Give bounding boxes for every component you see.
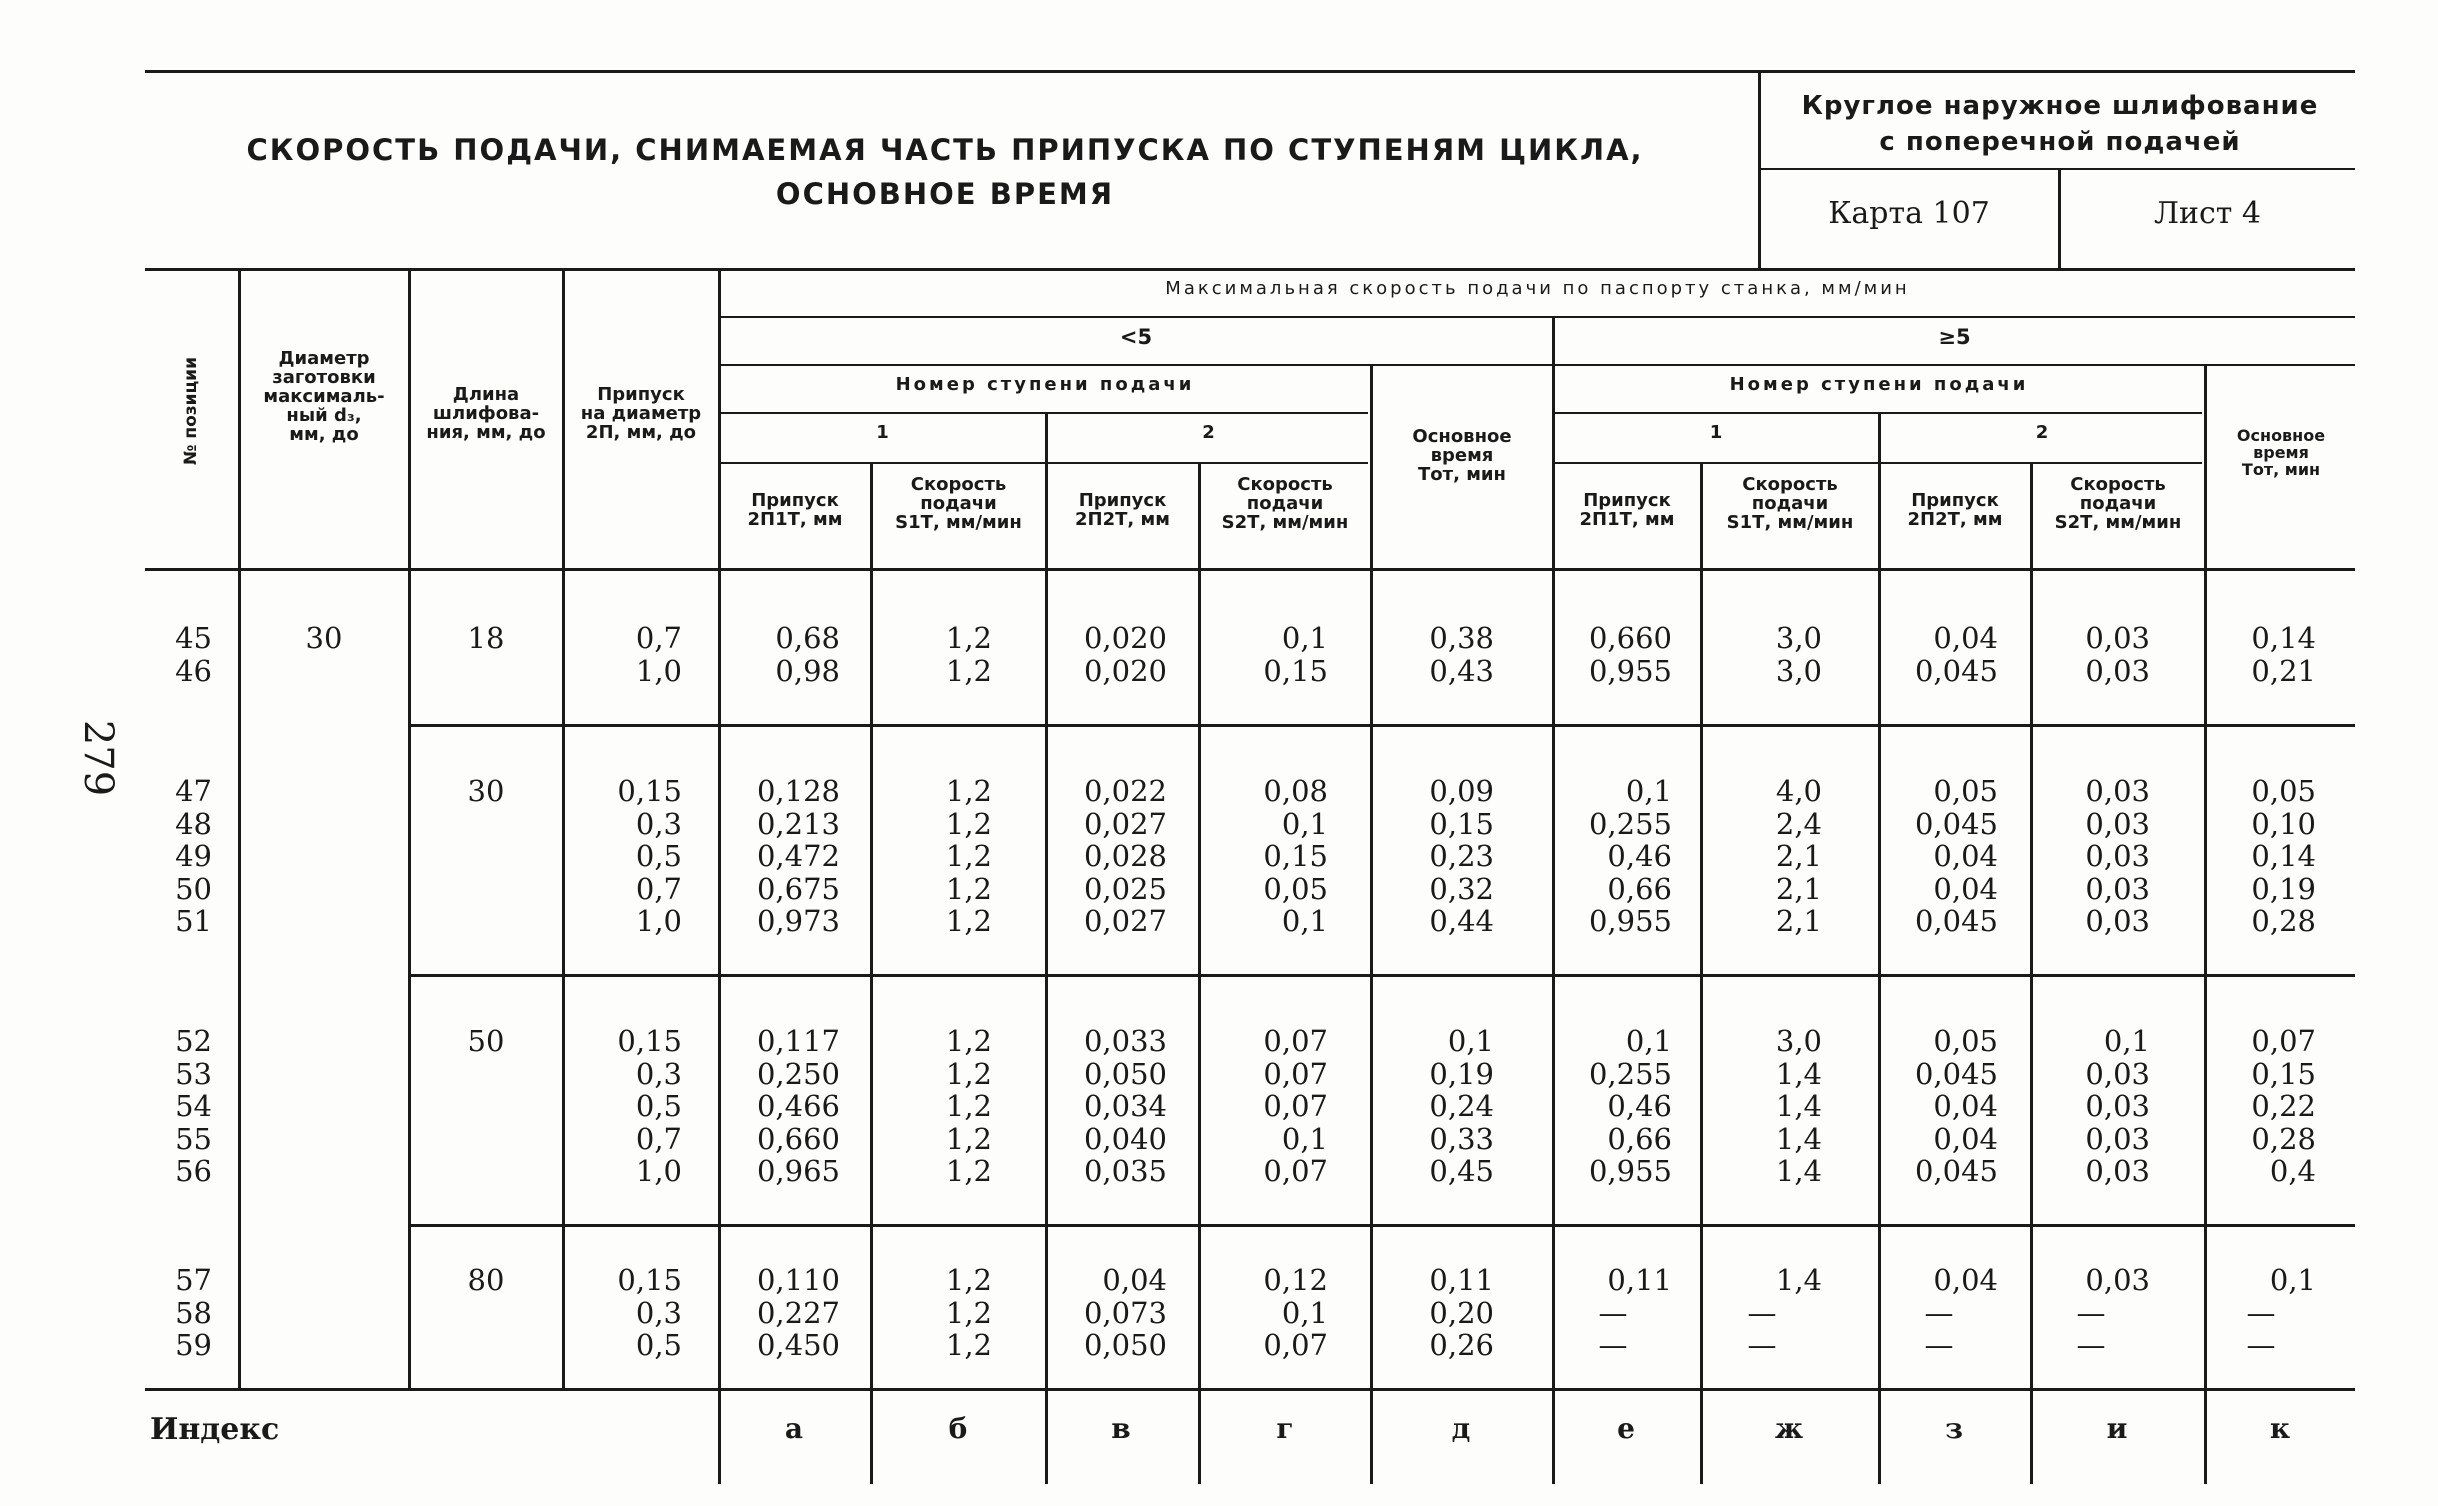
title-line-1: СКОРОСТЬ ПОДАЧИ, СНИМАЕМАЯ ЧАСТЬ ПРИПУСКА ПО СТУПЕНЯМ ЦИКЛА, [246,133,1644,167]
cell: — [2076,1328,2106,1362]
cell: 0,20 [1429,1295,1494,1330]
cell: 0,03 [2085,653,2150,688]
cell: 0,15 [1263,839,1328,873]
col-position-group-1 [150,622,212,687]
cell: 0,045 [1914,1056,1998,1091]
header-allow2-ge5: Припуск 2П2Т, мм [1907,490,2003,530]
col-d-group-1 [1372,622,1494,687]
index-letter: в [1111,1412,1131,1445]
col-i-group-1 [2032,622,2150,687]
cell: — [1598,1295,1628,1330]
header-allow2-lt5: Припуск 2П2Т, мм [1075,490,1170,530]
cell: 0,23 [1429,839,1494,873]
col-e-group-4 [1554,1264,1672,1362]
cell: 0,1 [2103,1024,2150,1058]
cell: 0,26 [1429,1328,1494,1362]
index-letter: а [784,1412,804,1445]
col-z-group-1 [1880,622,1998,687]
cell: 0,3 [635,806,682,841]
cell: 0,04 [1933,1263,1998,1297]
cell: 0,04 [1933,621,1998,655]
cell: 0,7 [635,621,682,655]
cell: 0,033 [1083,1024,1167,1058]
cell: 0,1 [1625,774,1672,808]
cell: 1,2 [945,1263,992,1297]
index-letter: б [948,1412,968,1445]
cell: 3,0 [1775,1024,1822,1058]
cell: 1,2 [945,1056,992,1091]
col-k-group-1 [2206,622,2316,687]
cell: 3,0 [1775,653,1822,688]
cell: 0,07 [1263,1328,1328,1362]
cell: 0,255 [1588,1056,1672,1091]
header-step-number-lt5: Номер ступени подачи [895,374,1195,395]
col-v-group-4 [1047,1264,1167,1362]
header-speed1-ge5: Скорость подачи S1Т, мм/мин [1726,474,1854,533]
side-title [1760,88,2360,160]
cell: 0,03 [2085,904,2150,938]
col-position-group-2 [150,775,212,938]
col-allowance-group-3 [564,1025,682,1188]
index-letter: д [1451,1412,1471,1445]
cell: 0,15 [1429,806,1494,841]
col-zh-group-1 [1702,622,1822,687]
col-allowance-group-4 [564,1264,682,1362]
cell: 0,955 [1588,653,1672,688]
cell: 0,450 [756,1328,840,1362]
col-b-group-4 [872,1264,992,1362]
cell: 18 [467,621,505,655]
cell: 0,675 [756,871,840,906]
col-length-group-4 [410,1264,562,1297]
col-length-group-3 [410,1025,562,1058]
cell: 0,44 [1429,904,1494,938]
cell: 0,045 [1914,904,1998,938]
cell: 0,07 [1263,1154,1328,1188]
col-a-group-3 [720,1025,840,1188]
cell: 0,03 [2085,839,2150,873]
cell: 0,073 [1083,1295,1167,1330]
cell: 0,15 [1263,653,1328,688]
cell: 1,4 [1775,1154,1822,1188]
cell: 54 [175,1089,212,1123]
cell: 1,2 [945,774,992,808]
col-zh-group-4 [1702,1264,1822,1362]
cell: 0,973 [756,904,840,938]
cell: 0,15 [617,1024,682,1058]
cell: 0,050 [1083,1056,1167,1091]
cell: 0,5 [635,1089,682,1123]
cell: 0,09 [1429,774,1494,808]
cell: 49 [175,839,212,873]
cell: 0,027 [1083,904,1167,938]
col-length-group-1 [410,622,562,655]
cell: 0,03 [2085,1154,2150,1188]
col-zh-group-2 [1702,775,1822,938]
cell: 0,07 [2251,1024,2316,1058]
cell: 0,03 [2085,1263,2150,1297]
cell: 0,034 [1083,1089,1167,1123]
cell: 0,28 [2251,1121,2316,1156]
cell: 0,15 [617,774,682,808]
index-letter: к [2269,1412,2291,1445]
col-d-group-3 [1372,1025,1494,1188]
cell: 0,21 [2251,653,2316,688]
col-i-group-4 [2032,1264,2150,1362]
cell: 3,0 [1775,621,1822,655]
cell: 0,1 [1447,1024,1494,1058]
cell: 1,2 [945,1024,992,1058]
cell: 0,022 [1083,774,1167,808]
cell: 1,2 [945,621,992,655]
cell: 0,660 [1588,621,1672,655]
col-allowance-group-2 [564,775,682,938]
cell: 0,24 [1429,1089,1494,1123]
cell: 1,2 [945,1154,992,1188]
cell: 1,2 [945,904,992,938]
col-k-group-3 [2206,1025,2316,1188]
cell: 0,04 [1933,1121,1998,1156]
cell: 0,15 [617,1263,682,1297]
index-letter: е [1617,1412,1635,1445]
col-position-group-3 [150,1025,212,1188]
cell: 48 [175,806,212,841]
cell: 4,0 [1775,774,1822,808]
page-number: 279 [75,719,122,797]
cell: 0,3 [635,1056,682,1091]
cell: 0,110 [756,1263,840,1297]
cell: 0,117 [756,1024,840,1058]
cell: 0,045 [1914,1154,1998,1188]
header-step1-lt5: 1 [876,422,889,443]
col-z-group-2 [1880,775,1998,938]
cell: 57 [175,1263,212,1297]
cell: 0,38 [1429,621,1494,655]
cell: 0,660 [756,1121,840,1156]
cell: 0,46 [1607,839,1672,873]
cell: 1,2 [945,1121,992,1156]
index-letter: ж [1774,1412,1804,1445]
col-e-group-1 [1554,622,1672,687]
cell: 2,1 [1775,871,1822,906]
col-z-group-4 [1880,1264,1998,1362]
cell: 0,128 [756,774,840,808]
cell: — [2076,1295,2106,1330]
col-d-group-4 [1372,1264,1494,1362]
col-z-group-3 [1880,1025,1998,1188]
header-step-number-ge5: Номер ступени подачи [1729,374,2029,395]
cell: 0,11 [1607,1263,1672,1297]
cell: 0,5 [635,1328,682,1362]
cell: 0,03 [2085,774,2150,808]
cell: 0,213 [756,806,840,841]
cell: 0,66 [1607,1121,1672,1156]
col-i-group-2 [2032,775,2150,938]
cell: 0,32 [1429,871,1494,906]
cell: 0,472 [756,839,840,873]
col-g-group-2 [1200,775,1328,938]
cell: 0,7 [635,871,682,906]
cell: 0,03 [2085,806,2150,841]
col-k-group-4 [2206,1264,2316,1362]
col-zh-group-3 [1702,1025,1822,1188]
header-main-time-ge5: Основное время Tот, мин [2236,426,2326,479]
col-e-group-3 [1554,1025,1672,1188]
header-diameter: Диаметр заготовки максималь- ный d₃, мм, до [263,348,385,445]
index-label: Индекс [150,1412,280,1447]
col-a-group-2 [720,775,840,938]
header-allowance: Припуск на диаметр 2П, мм, до [580,384,702,443]
col-k-group-2 [2206,775,2316,938]
side-title-line-2: с поперечной подачей [1879,127,2241,157]
cell: 0,33 [1429,1121,1494,1156]
cell: 0,227 [756,1295,840,1330]
cell: 51 [175,904,212,938]
cell: 0,040 [1083,1121,1167,1156]
cell: 0,05 [1933,774,1998,808]
cell: 1,2 [945,871,992,906]
cell: 0,5 [635,839,682,873]
cell: 0,05 [1263,871,1328,906]
cell: 0,46 [1607,1089,1672,1123]
cell: 52 [175,1024,212,1058]
cell: 1,2 [945,806,992,841]
col-b-group-1 [872,622,992,687]
cell: 0,1 [2269,1263,2316,1297]
cell: 0,12 [1263,1263,1328,1297]
cell: 0,03 [2085,1121,2150,1156]
col-e-group-2 [1554,775,1672,938]
cell: 47 [175,774,212,808]
cell: 0,04 [1933,871,1998,906]
cell: 0,07 [1263,1089,1328,1123]
col-g-group-1 [1200,622,1328,687]
cell: 0,1 [1281,1295,1328,1330]
col-v-group-1 [1047,622,1167,687]
cell: 1,2 [945,839,992,873]
cell: — [1598,1328,1628,1362]
header-max-speed: Максимальная скорость подачи по паспорту станка, мм/мин [1165,278,1910,299]
cell: 1,2 [945,653,992,688]
col-v-group-3 [1047,1025,1167,1188]
cell: 0,4 [2269,1154,2316,1188]
cell: 56 [175,1154,212,1188]
cell: — [1924,1328,1954,1362]
cell: 0,10 [2251,806,2316,841]
cell: 0,07 [1263,1024,1328,1058]
header-length: Длина шлифова- ния, мм, до [426,384,546,443]
cell: 1,2 [945,1089,992,1123]
header-allow1-ge5: Припуск 2П1Т, мм [1579,490,1675,530]
cell: 0,11 [1429,1263,1494,1297]
col-a-group-1 [720,622,840,687]
cell: 1,4 [1775,1056,1822,1091]
cell: 46 [175,653,212,688]
cell: 80 [467,1263,505,1297]
cell: 1,0 [635,1154,682,1188]
header-speed2-lt5: Скорость подачи S2Т, мм/мин [1221,474,1349,533]
cell: 1,4 [1775,1089,1822,1123]
header-group-lt5: <5 [1119,325,1153,349]
cell: 0,1 [1625,1024,1672,1058]
cell: 2,4 [1775,806,1822,841]
cell: 0,250 [756,1056,840,1091]
cell: 0,045 [1914,806,1998,841]
cell: 0,1 [1281,621,1328,655]
cell: 0,04 [1933,839,1998,873]
cell: — [2246,1295,2276,1330]
cell: 45 [175,621,212,655]
cell: 0,45 [1429,1154,1494,1188]
cell: 50 [175,871,212,906]
header-speed1-lt5: Скорость подачи S1Т, мм/мин [895,474,1022,533]
cell: 0,7 [635,1121,682,1156]
cell: 0,027 [1083,806,1167,841]
cell: 55 [175,1121,212,1156]
cell: 0,03 [2085,1056,2150,1091]
cell: 0,255 [1588,806,1672,841]
cell: 0,66 [1607,871,1672,906]
cell: 59 [175,1328,212,1362]
header-step2-lt5: 2 [1202,422,1215,443]
cell: 1,2 [945,1328,992,1362]
cell: 0,045 [1914,653,1998,688]
cell: 0,050 [1083,1328,1167,1362]
cell: 0,466 [756,1089,840,1123]
cell: 0,04 [1102,1263,1167,1297]
cell: 0,03 [2085,871,2150,906]
page-title [150,128,1740,216]
cell: 30 [467,774,505,808]
cell: 0,020 [1083,621,1167,655]
cell: 1,4 [1775,1121,1822,1156]
sheet-number: Лист 4 [2153,196,2262,231]
col-a-group-4 [720,1264,840,1362]
cell: 0,22 [2251,1089,2316,1123]
cell: 0,965 [756,1154,840,1188]
col-b-group-3 [872,1025,992,1188]
cell: 0,1 [1281,904,1328,938]
col-i-group-3 [2032,1025,2150,1188]
card-number: Карта 107 [1828,196,1990,231]
index-letter: з [1945,1412,1963,1445]
cell: 0,020 [1083,653,1167,688]
cell: 0,07 [1263,1056,1328,1091]
cell: 0,05 [1933,1024,1998,1058]
cell: — [1924,1295,1954,1330]
cell: 0,98 [775,653,840,688]
index-letter: и [2106,1412,2128,1445]
cell: 0,19 [1429,1056,1494,1091]
title-line-2: ОСНОВНОЕ ВРЕМЯ [775,177,1115,211]
col-g-group-3 [1200,1025,1328,1188]
cell: 2,1 [1775,839,1822,873]
header-step1-ge5: 1 [1709,422,1723,443]
cell: 0,1 [1281,806,1328,841]
cell: 0,03 [2085,1089,2150,1123]
col-allowance-group-1 [564,622,682,687]
cell: 0,15 [2251,1056,2316,1091]
header-row-number: № позиции [181,357,201,466]
cell: 0,955 [1588,1154,1672,1188]
header-step2-ge5: 2 [2035,422,2049,443]
cell: 58 [175,1295,212,1330]
cell: 0,028 [1083,839,1167,873]
col-position-group-4 [150,1264,212,1362]
cell: — [1747,1295,1777,1330]
cell: 0,14 [2251,621,2316,655]
cell: 0,025 [1083,871,1167,906]
diameter-value: 30 [305,621,343,655]
cell: 0,1 [1281,1121,1328,1156]
cell: 1,2 [945,1295,992,1330]
cell: — [2246,1328,2276,1362]
col-v-group-2 [1047,775,1167,938]
cell: 0,08 [1263,774,1328,808]
cell: 0,955 [1588,904,1672,938]
cell: 53 [175,1056,212,1091]
cell: 50 [467,1024,505,1058]
header-speed2-ge5: Скорость подачи S2Т, мм/мин [2054,474,2182,533]
cell: — [1747,1328,1777,1362]
cell: 1,0 [635,653,682,688]
side-title-line-1: Круглое наружное шлифование [1801,91,2319,121]
col-length-group-2 [410,775,562,808]
cell: 0,68 [775,621,840,655]
cell: 1,0 [635,904,682,938]
header-group-ge5: ≥5 [1938,325,1971,349]
col-d-group-2 [1372,775,1494,938]
cell: 0,3 [635,1295,682,1330]
col-b-group-2 [872,775,992,938]
header-allow1-lt5: Припуск 2П1Т, мм [747,490,843,530]
cell: 0,04 [1933,1089,1998,1123]
cell: 0,19 [2251,871,2316,906]
cell: 0,03 [2085,621,2150,655]
col-g-group-4 [1200,1264,1328,1362]
cell: 0,28 [2251,904,2316,938]
cell: 0,035 [1083,1154,1167,1188]
cell: 1,4 [1775,1263,1822,1297]
cell: 0,43 [1429,653,1494,688]
cell: 2,1 [1775,904,1822,938]
header-main-time-lt5: Основное время Tот, мин [1412,426,1512,485]
cell: 0,14 [2251,839,2316,873]
cell: 0,05 [2251,774,2316,808]
index-letter: г [1276,1412,1294,1445]
